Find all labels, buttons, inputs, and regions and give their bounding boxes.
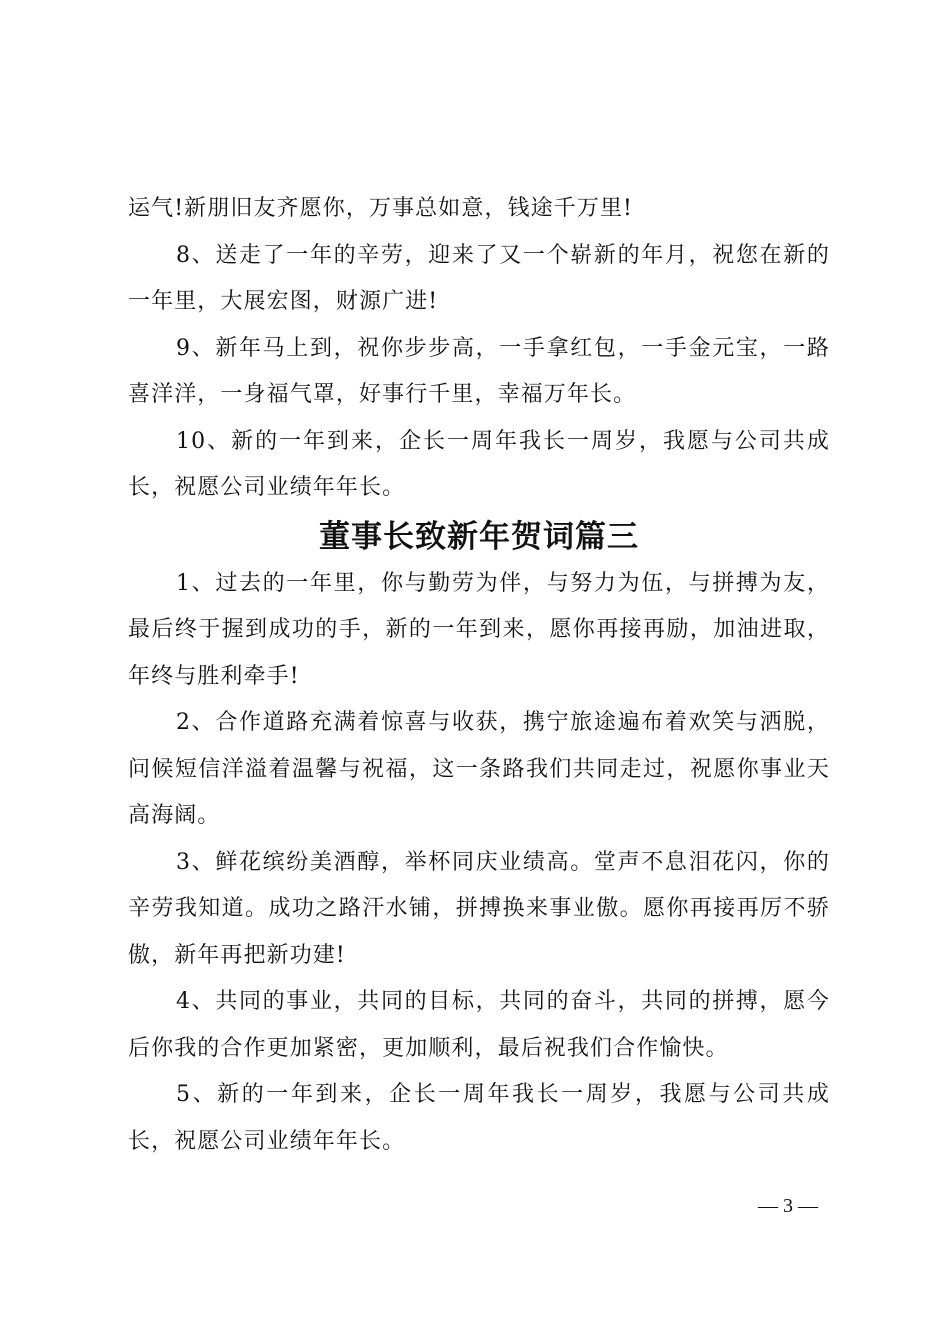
paragraph-item-10: 10、新的一年到来，企长一周年我长一周岁，我愿与公司共成长，祝愿公司业绩年年长。	[128, 428, 830, 500]
paragraph-item-4: 4、共同的事业，共同的目标，共同的奋斗，共同的拼搏，愿今后你我的合作更加紧密，更加顺利，最后祝我们合作愉快。	[128, 989, 830, 1061]
paragraph-item-5: 5、新的一年到来，企长一周年我长一周岁，我愿与公司共成长，祝愿公司业绩年年长。	[128, 1082, 830, 1154]
paragraph-item-1: 1、过去的一年里，你与勤劳为伴，与努力为伍，与拼搏为友，最后终于握到成功的手，新的一年到来，愿你再接再励，加油进取，年终与胜利牵手!	[128, 570, 830, 689]
page-number: — 3 —	[758, 1195, 818, 1217]
document-body	[128, 186, 830, 1165]
paragraph-continuation: 运气!新朋旧友齐愿你，万事总如意，钱途千万里!	[128, 196, 633, 221]
paragraph-item-3: 3、鲜花缤纷美酒醇，举杯同庆业绩高。堂声不息泪花闪，你的辛劳我知道。成功之路汗水铺，拼搏换来事业傲。愿你再接再厉不骄傲，新年再把新功建!	[128, 849, 830, 968]
section-heading: 董事长致新年贺词篇三	[319, 518, 639, 555]
paragraph-item-9: 9、新年马上到，祝你步步高，一手拿红包，一手金元宝，一路喜洋洋，一身福气罩，好事行千里，幸福万年长。	[128, 335, 830, 407]
paragraph-item-2: 2、合作道路充满着惊喜与收获，携宁旅途遍布着欢笑与洒脱，问候短信洋溢着温馨与祝福，这一条路我们共同走过，祝愿你事业天高海阔。	[128, 710, 830, 828]
paragraph-item-8: 8、送走了一年的辛劳，迎来了又一个崭新的年月，祝您在新的一年里，大展宏图，财源广进!	[128, 242, 830, 314]
